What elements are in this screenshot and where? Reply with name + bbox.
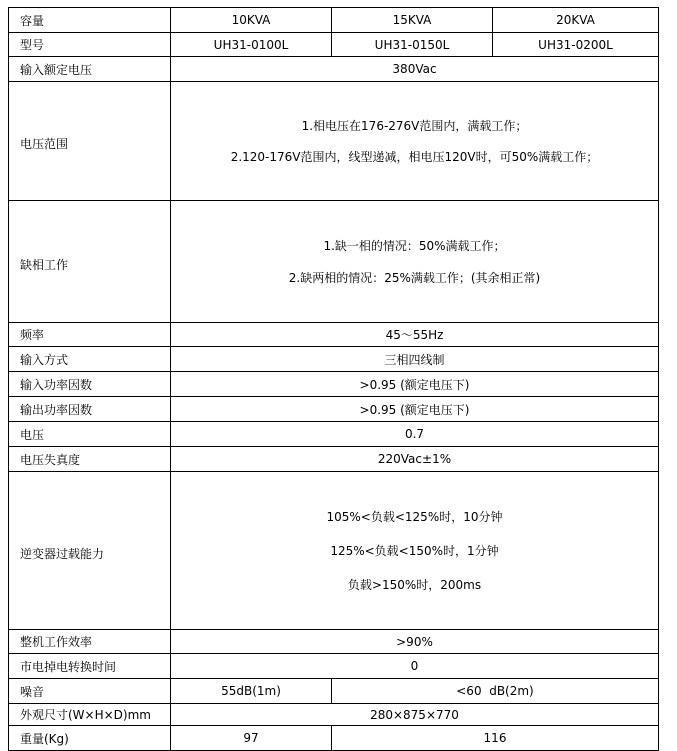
voltage-range-line-1: 1.相电压在176-276V范围内，满载工作； (301, 119, 528, 133)
voltage-range-value (171, 82, 659, 201)
input-rated-voltage-label: 输入额定电压 (9, 57, 171, 82)
input-rated-voltage-row (9, 57, 659, 82)
transfer-time-label: 市电掉电转换时间 (9, 654, 171, 679)
model-15kva-cell: UH31-0150L (332, 33, 493, 57)
input-mode-value: 三相四线制 (171, 347, 659, 372)
noise-row (9, 679, 659, 704)
capacity-15kva-cell: 15KVA (332, 8, 493, 33)
phase-loss-line-1: 1.缺一相的情况：50%满载工作； (323, 238, 506, 253)
noise-1m-value: 55dB(1m) (171, 679, 332, 704)
inverter-overload-label: 逆变器过载能力 (9, 472, 171, 630)
transfer-time-row (9, 654, 659, 679)
weight-label: 重量(Kg) (9, 726, 171, 751)
voltage-distortion-value: 220Vac±1% (171, 447, 659, 472)
frequency-value: 45～55Hz (171, 323, 659, 347)
dimensions-value: 280×875×770 (171, 704, 659, 726)
weight-10kva-value: 97 (171, 726, 332, 751)
frequency-label: 频率 (9, 323, 171, 347)
inverter-overload-line-3: 负载>150%时，200ms (347, 577, 482, 592)
voltage-value: 0.7 (171, 422, 659, 447)
efficiency-label: 整机工作效率 (9, 630, 171, 654)
efficiency-row (9, 630, 659, 654)
noise-2m-value: <60 dB(2m) (332, 679, 659, 704)
input-mode-row (9, 347, 659, 372)
capacity-label: 容量 (9, 8, 171, 33)
input-mode-label: 输入方式 (9, 347, 171, 372)
output-power-factor-label: 输出功率因数 (9, 397, 171, 422)
dimensions-label: 外观尺寸(W×H×D)mm (9, 704, 171, 726)
phase-loss-operation-row (9, 201, 659, 323)
model-row (9, 33, 659, 57)
input-power-factor-row (9, 372, 659, 397)
capacity-row (9, 8, 659, 33)
inverter-overload-line-1: 105%<负载<125%时，10分钟 (326, 510, 503, 525)
voltage-range-label: 电压范围 (9, 82, 171, 201)
input-power-factor-value: >0.95 (额定电压下) (171, 372, 659, 397)
transfer-time-value: 0 (171, 654, 659, 679)
voltage-distortion-row (9, 447, 659, 472)
capacity-10kva-cell: 10KVA (171, 8, 332, 33)
inverter-overload-value (171, 472, 659, 630)
output-power-factor-value: >0.95 (额定电压下) (171, 397, 659, 422)
voltage-range-row (9, 82, 659, 201)
model-20kva-cell: UH31-0200L (493, 33, 659, 57)
phase-loss-operation-label: 缺相工作 (9, 201, 171, 323)
model-label: 型号 (9, 33, 171, 57)
noise-label: 噪音 (9, 679, 171, 704)
dimensions-row (9, 704, 659, 726)
voltage-row (9, 422, 659, 447)
input-rated-voltage-value: 380Vac (171, 57, 659, 82)
voltage-label: 电压 (9, 422, 171, 447)
phase-loss-line-2: 2.缺两相的情况：25%满载工作；(其余相正常) (288, 271, 541, 286)
weight-15-20kva-value: 116 (332, 726, 659, 751)
voltage-range-line-2: 2.120-176V范围内，线型递减，相电压120V时，可50%满载工作； (230, 150, 599, 164)
ups-spec-table (8, 7, 659, 751)
frequency-row (9, 323, 659, 347)
weight-row (9, 726, 659, 751)
output-power-factor-row (9, 397, 659, 422)
inverter-overload-row (9, 472, 659, 630)
voltage-distortion-label: 电压失真度 (9, 447, 171, 472)
efficiency-value: >90% (171, 630, 659, 654)
capacity-20kva-cell: 20KVA (493, 8, 659, 33)
inverter-overload-line-2: 125%<负载<150%时，1分钟 (330, 543, 499, 558)
input-power-factor-label: 输入功率因数 (9, 372, 171, 397)
model-10kva-cell: UH31-0100L (171, 33, 332, 57)
phase-loss-operation-value (171, 201, 659, 323)
